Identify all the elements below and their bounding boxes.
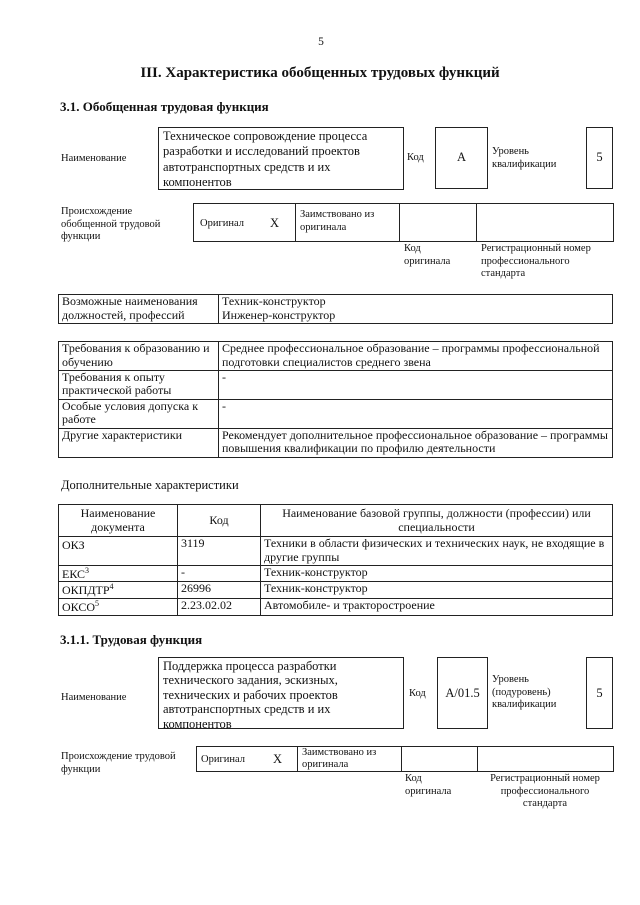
sec31-reg-caption: Регистрационный номер профессионального стандарта xyxy=(481,243,591,280)
section-title: III. Характеристика обобщенных трудовых функций xyxy=(140,65,500,81)
add-doc-text: ОКПДТР xyxy=(62,583,110,598)
sec31-origin-box xyxy=(193,203,614,242)
position-item: Техник-конструктор xyxy=(222,294,326,308)
sec311-orig-code-caption: Код оригинала xyxy=(405,773,452,797)
add-doc-text: ОКСО xyxy=(62,600,96,615)
sec31-origin-div1 xyxy=(295,203,296,242)
add-doc-text: ОКЗ xyxy=(62,538,85,552)
sec31-heading: 3.1. Обобщенная трудовая функция xyxy=(60,99,269,114)
sec31-level-value: 5 xyxy=(596,150,603,164)
sec31-name-label: Наименование xyxy=(61,153,127,164)
add-name: Техники в области физических и технических наук, не входящие в другие группы xyxy=(261,537,613,566)
sec31-original-label: Оригинал xyxy=(200,218,244,229)
add-code: 3119 xyxy=(178,537,261,566)
add-doc xyxy=(59,537,178,566)
sec31-code-label: Код xyxy=(407,152,424,163)
req-label: Особые условия допуска к работе xyxy=(59,399,219,428)
position-item: Инженер-конструктор xyxy=(222,307,336,322)
sec311-reg-caption: Регистрационный номер профессионального стандарта xyxy=(490,773,600,810)
sec31-original-mark: Х xyxy=(270,216,280,230)
sec311-origin-box xyxy=(196,746,614,772)
add-doc-sup: 4 xyxy=(109,582,114,592)
req-label: Требования к опыту практической работы xyxy=(59,370,219,399)
add-header-name: Наименование базовой группы, должности (профессии) или специальности xyxy=(261,505,613,537)
add-doc xyxy=(59,565,178,582)
positions-label: Возможные наименования должностей, профессий xyxy=(59,295,219,324)
add-doc xyxy=(59,599,178,616)
add-header-doc: Наименование документа xyxy=(59,505,178,537)
positions-table xyxy=(58,294,613,324)
sec31-code-value: А xyxy=(456,150,467,164)
add-name: Автомобиле- и тракторостроение xyxy=(261,599,613,616)
sec31-origin-label: Происхождение обобщенной трудовой функции xyxy=(61,206,161,243)
requirements-table xyxy=(58,341,613,458)
req-label: Другие характеристики xyxy=(59,428,219,457)
sec311-origin-div1 xyxy=(297,746,298,772)
sec311-origin-label: Происхождение трудовой функции xyxy=(61,751,176,775)
sec31-level-label: Уровень квалификации xyxy=(492,146,557,170)
sec311-borrowed-label: Заимствовано из оригинала xyxy=(302,747,377,771)
page-number: 5 xyxy=(318,36,324,48)
sec311-name-value: Поддержка процесса разработки технического задания, эскизных, технических и рабочих проектов автотранспортных средств и их компонентов xyxy=(163,659,338,731)
sec311-original-mark: Х xyxy=(273,752,283,766)
additional-table xyxy=(58,504,613,616)
additional-title: Дополнительные характеристики xyxy=(61,478,239,492)
sec31-origin-div3 xyxy=(476,203,477,242)
add-header-code: Код xyxy=(178,505,261,537)
add-code: 2.23.02.02 xyxy=(178,599,261,616)
add-name: Техник-конструктор xyxy=(261,582,613,599)
req-value: - xyxy=(219,399,613,428)
add-doc-sup: 5 xyxy=(95,599,100,609)
req-value: Рекомендует дополнительное профессиональное образование – программы повышения квалификации по профилю деятельности xyxy=(219,428,613,457)
sec31-borrowed-label: Заимствовано из оригинала xyxy=(300,209,375,233)
add-name: Техник-конструктор xyxy=(261,565,613,582)
sec31-origin-div2 xyxy=(399,203,400,242)
add-doc-text: ЕКС xyxy=(62,566,86,581)
add-doc-sup: 3 xyxy=(85,565,90,575)
req-label: Требования к образованию и обучению xyxy=(59,342,219,371)
sec311-code-value: А/01.5 xyxy=(445,686,480,700)
sec311-original-label: Оригинал xyxy=(201,754,245,765)
add-code: 26996 xyxy=(178,582,261,599)
req-value: Среднее профессиональное образование – программы профессиональной подготовки специалистов среднего звена xyxy=(219,342,613,371)
sec311-level-label: Уровень (подуровень) квалификации xyxy=(492,674,557,711)
sec311-origin-div2 xyxy=(401,746,402,772)
sec311-code-label: Код xyxy=(409,688,426,699)
sec31-orig-code-caption: Код оригинала xyxy=(404,243,451,267)
sec311-heading: 3.1.1. Трудовая функция xyxy=(60,632,203,647)
sec311-origin-div3 xyxy=(477,746,478,772)
positions-values xyxy=(219,295,613,324)
sec31-name-value: Техническое сопровождение процесса разработки и исследований проектов автотранспортных средств и их компонентов xyxy=(163,129,368,189)
add-code: - xyxy=(178,565,261,582)
sec311-name-label: Наименование xyxy=(61,692,127,703)
req-value: - xyxy=(219,370,613,399)
sec311-level-value: 5 xyxy=(596,686,603,700)
add-doc xyxy=(59,582,178,599)
